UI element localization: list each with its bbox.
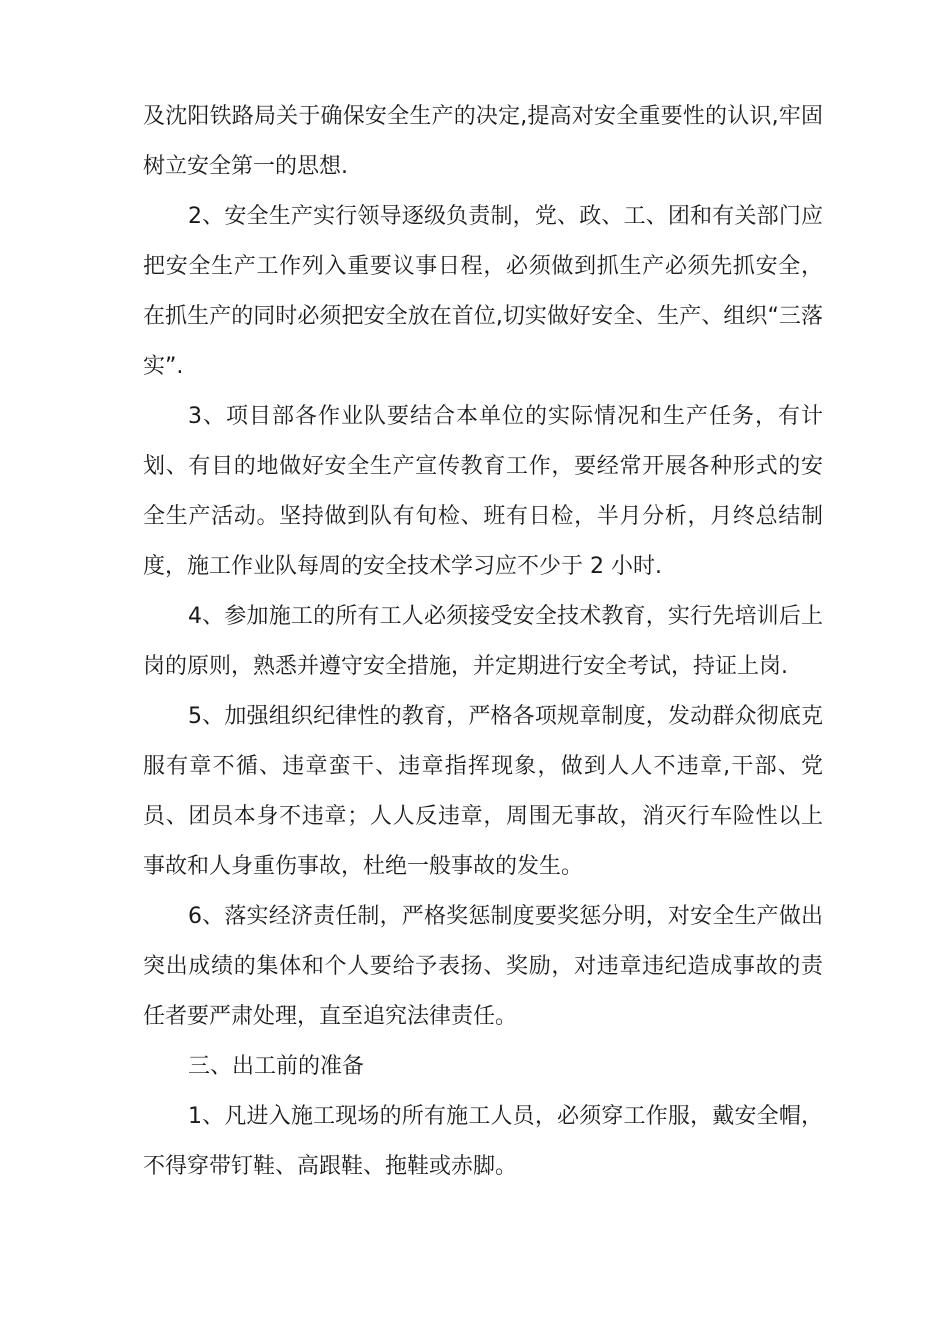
section-heading: 三、出工前的准备: [188, 1054, 365, 1079]
paragraph-item-4: 4、参加施工的所有工人必须接受安全技术教育，实行先培训后上岗的原则，熟悉并遵守安全措施，并定期进行安全考试，持证上岗.: [143, 604, 823, 679]
paragraph-item-6: 6、落实经济责任制，严格奖惩制度要奖惩分明，对安全生产做出突出成绩的集体和个人要给予表扬、奖励，对违章违纪造成事故的责任者要严肃处理，直至追究法律责任。: [143, 904, 823, 1029]
paragraph-item-3: 3、项目部各作业队要结合本单位的实际情况和生产任务，有计划、有目的地做好安全生产宣传教育工作，要经常开展各种形式的安全生产活动。坚持做到队有旬检、班有日检，半月分析，月终总结制度，施工作业队每周的安全技术学习应不少于 2 小时.: [143, 404, 823, 579]
paragraph-section3-item-1: 1、凡进入施工现场的所有施工人员，必须穿工作服，戴安全帽，不得穿带钉鞋、高跟鞋、拖鞋或赤脚。: [143, 1104, 823, 1179]
document-body: [143, 92, 823, 1192]
paragraph-continuation: 及沈阳铁路局关于确保安全生产的决定,提高对安全重要性的认识,牢固树立安全第一的思想.: [143, 104, 823, 179]
paragraph-item-5: 5、加强组织纪律性的教育，严格各项规章制度，发动群众彻底克服有章不循、违章蛮干、违章指挥现象，做到人人不违章,干部、党员、团员本身不违章；人人反违章，周围无事故，消灭行车险性以上事故和人身重伤事故，杜绝一般事故的发生。: [143, 704, 823, 879]
paragraph-item-2: 2、安全生产实行领导逐级负责制，党、政、工、团和有关部门应把安全生产工作列入重要议事日程，必须做到抓生产必须先抓安全，在抓生产的同时必须把安全放在首位,切实做好安全、生产、组织“三落实”.: [143, 204, 823, 379]
